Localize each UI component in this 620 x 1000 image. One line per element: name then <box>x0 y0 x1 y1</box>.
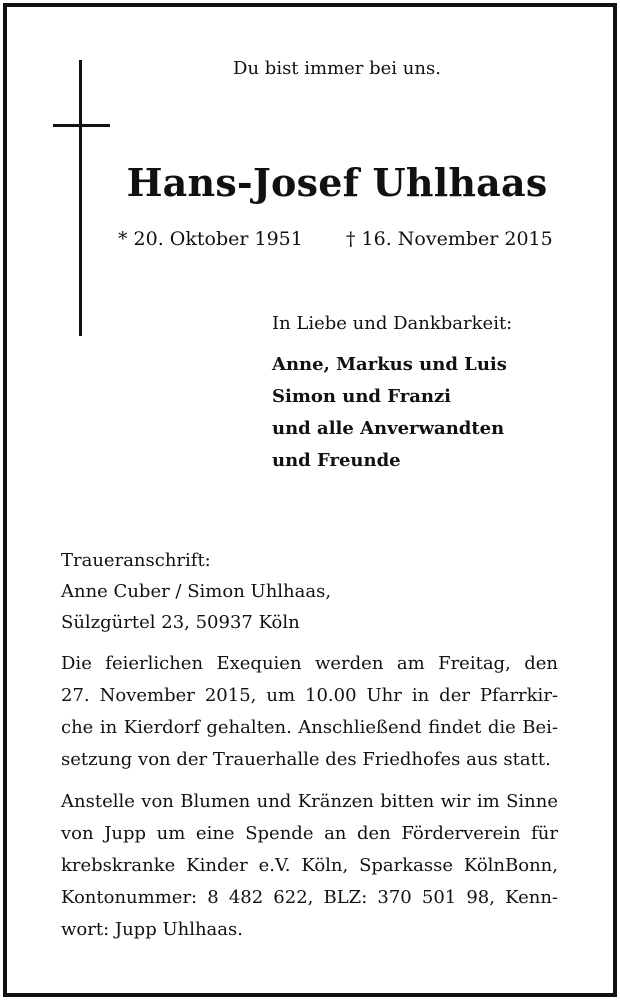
donation-paragraph <box>61 786 558 946</box>
text-line: che in Kierdorf gehalten. Anschließend findet die Bei- <box>61 717 558 738</box>
text-line: von Jupp um eine Spende an den Förderverein für <box>61 823 558 844</box>
text-line: Kontonummer: 8 482 622, BLZ: 370 501 98, Kenn- <box>61 887 558 908</box>
text-line: krebskranke Kinder e.V. Köln, Sparkasse KölnBonn, <box>61 855 558 876</box>
mourner-line: Simon und Franzi <box>272 386 452 407</box>
address-line: Traueranschrift: <box>61 550 211 571</box>
address-line: Anne Cuber / Simon Uhlhaas, <box>61 581 332 602</box>
cross-horizontal-bar <box>53 124 110 127</box>
text-line: Die feierlichen Exequien werden am Freitag, den <box>61 653 558 674</box>
service-paragraph <box>61 648 558 776</box>
text-line: Anstelle von Blumen und Kränzen bitten wir im Sinne <box>61 791 558 812</box>
mourner-line: und Freunde <box>272 450 401 471</box>
deceased-name: Hans-Josef Uhlhaas <box>126 160 548 205</box>
birth-date: * 20. Oktober 1951 <box>118 228 303 250</box>
thanks-intro: In Liebe und Dankbarkeit: <box>272 313 513 334</box>
death-date: † 16. November 2015 <box>346 228 553 250</box>
text-line: wort: Jupp Uhlhaas. <box>61 919 243 940</box>
motto: Du bist immer bei uns. <box>233 58 441 79</box>
address-line: Sülzgürtel 23, 50937 Köln <box>61 612 300 633</box>
mourners-list <box>272 349 507 477</box>
mourner-line: Anne, Markus und Luis <box>272 354 507 375</box>
mourner-line: und alle Anverwandten <box>272 418 505 439</box>
text-line: 27. November 2015, um 10.00 Uhr in der Pfarrkir- <box>61 685 558 706</box>
text-line: setzung von der Trauerhalle des Friedhofes aus statt. <box>61 749 551 770</box>
mourning-address <box>61 545 331 638</box>
